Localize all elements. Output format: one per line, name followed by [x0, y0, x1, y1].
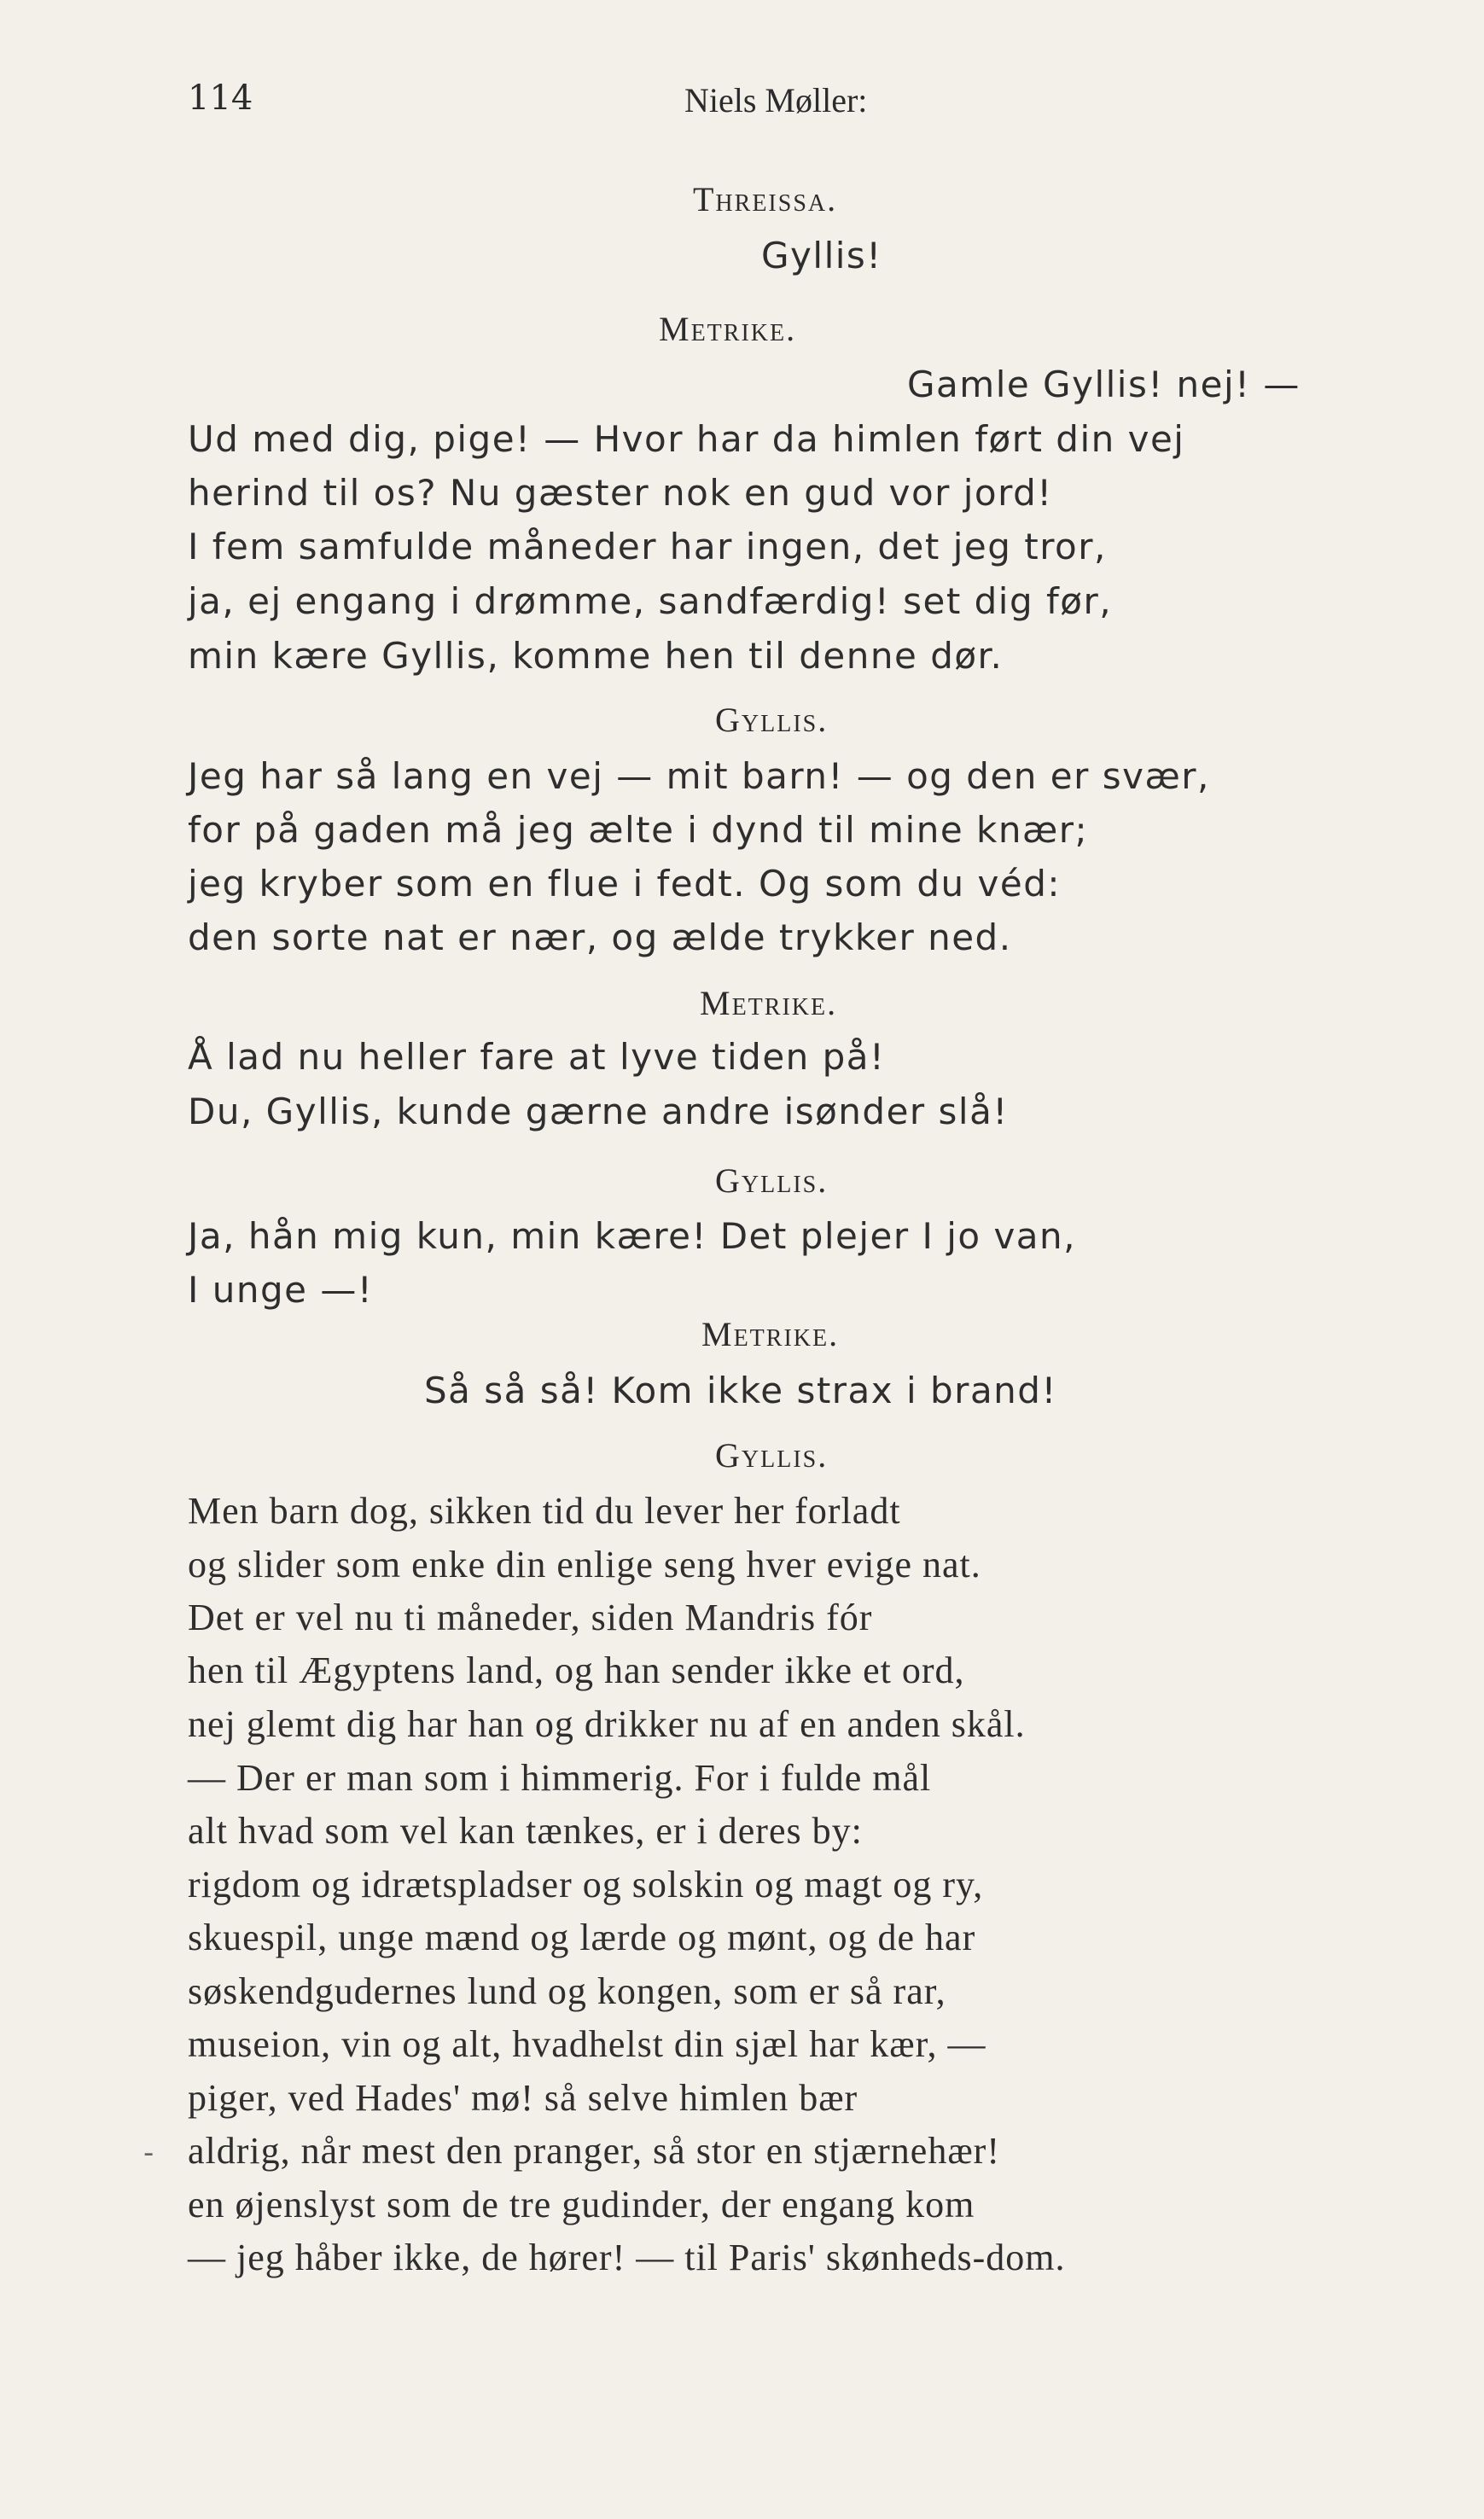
- verse-line: I unge —!: [188, 1269, 374, 1311]
- verse-line: for på gaden må jeg ælte i dynd til mine knær;: [188, 809, 1089, 851]
- verse-line: Å lad nu heller fare at lyve tiden på!: [188, 1036, 886, 1078]
- speaker-metrike: Metrike.: [700, 984, 838, 1022]
- verse-line: herind til os? Nu gæster nok en gud vor jord!: [188, 472, 1053, 514]
- verse-line: Det er vel nu ti måneder, siden Mandris fór: [188, 1597, 873, 1638]
- verse-line: hen til Ægyptens land, og han sender ikke et ord,: [188, 1649, 965, 1691]
- verse-line: Gamle Gyllis! nej! —: [907, 364, 1301, 405]
- verse-line: og slider som enke din enlige seng hver evige nat.: [188, 1544, 981, 1585]
- verse-line: Gyllis!: [761, 235, 882, 276]
- verse-line: I fem samfulde måneder har ingen, det jeg tror,: [188, 526, 1107, 567]
- running-head: Niels Møller:: [684, 81, 868, 119]
- speaker-metrike: Metrike.: [701, 1315, 840, 1353]
- verse-line: en øjenslyst som de tre gudinder, der engang kom: [188, 2184, 975, 2225]
- verse-line: Men barn dog, sikken tid du lever her forladt: [188, 1490, 901, 1532]
- verse-line: Ud med dig, pige! — Hvor har da himlen ført din vej: [188, 418, 1185, 460]
- verse-line: aldrig, når mest den pranger, så stor en stjærnehær!: [188, 2130, 1000, 2172]
- verse-line: piger, ved Hades' mø! så selve himlen bær: [188, 2077, 858, 2119]
- verse-line: — Der er man som i himmerig. For i fulde mål: [188, 1757, 932, 1799]
- verse-line: Ja, hån mig kun, min kære! Det plejer I jo van,: [188, 1215, 1077, 1257]
- verse-line: ja, ej engang i drømme, sandfærdig! set dig før,: [188, 580, 1113, 622]
- speaker-gyllis: Gyllis.: [715, 1161, 829, 1200]
- verse-line: den sorte nat er nær, og ælde trykker ned.: [188, 916, 1012, 958]
- verse-line: Så så så! Kom ikke strax i brand!: [424, 1370, 1057, 1411]
- verse-line: skuespil, unge mænd og lærde og mønt, og de har: [188, 1917, 976, 1958]
- verse-line: Jeg har så lang en vej — mit barn! — og den er svær,: [188, 755, 1210, 797]
- page-header: [188, 79, 1331, 130]
- verse-line: museion, vin og alt, hvadhelst din sjæl har kær, —: [188, 2023, 986, 2065]
- verse-line: Du, Gyllis, kunde gærne andre isønder slå!: [188, 1091, 1009, 1132]
- verse-line: — jeg håber ikke, de hører! — til Paris' skønheds-dom.: [188, 2237, 1066, 2278]
- speaker-threissa: Threissa.: [693, 180, 838, 218]
- speaker-gyllis: Gyllis.: [715, 701, 829, 739]
- verse-line: jeg kryber som en flue i fedt. Og som du véd:: [188, 863, 1062, 905]
- verse-line: min kære Gyllis, komme hen til denne dør.: [188, 635, 1004, 677]
- verse-line: rigdom og idrætspladser og solskin og magt og ry,: [188, 1864, 984, 1905]
- margin-mark: -: [143, 2136, 154, 2170]
- page-number: 114: [188, 79, 253, 118]
- verse-line: søskendgudernes lund og kongen, som er så rar,: [188, 1970, 946, 2012]
- speaker-gyllis: Gyllis.: [715, 1436, 829, 1475]
- verse-line: nej glemt dig har han og drikker nu af en anden skål.: [188, 1703, 1026, 1745]
- verse-line: alt hvad som vel kan tænkes, er i deres by:: [188, 1810, 863, 1852]
- speaker-metrike: Metrike.: [659, 310, 797, 348]
